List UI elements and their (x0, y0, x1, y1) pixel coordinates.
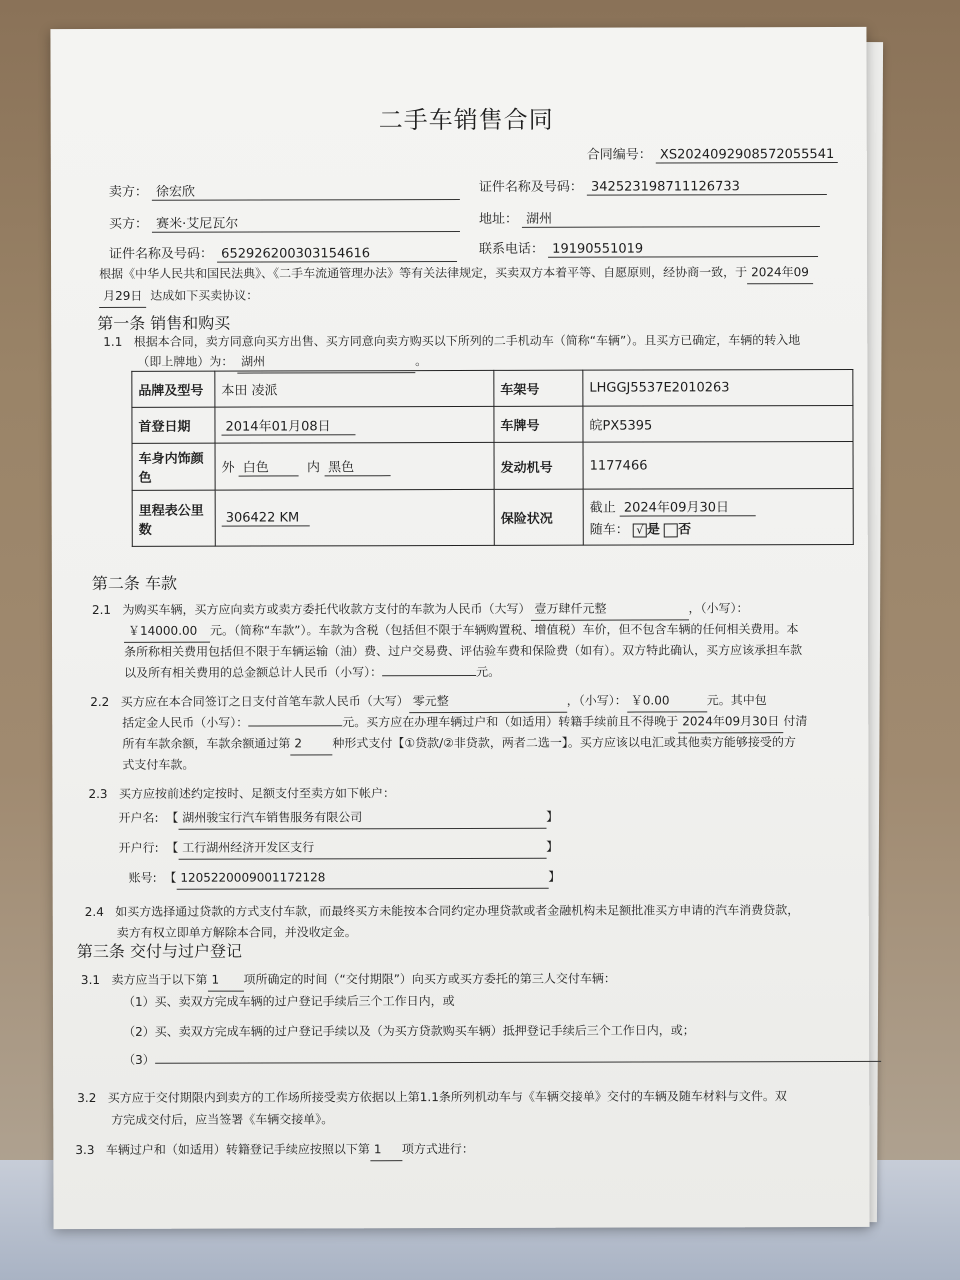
account-name: 湖州骏宝行汽车销售服务有限公司 (178, 806, 546, 830)
art2-p4-line2: 卖方有权立即单方解除本合同，并没收定金。 (116, 925, 357, 940)
insurance-until-label: 截止 (589, 500, 616, 516)
transfer-item: 1 (370, 1138, 402, 1161)
color-label: 车身内饰颜色 (132, 443, 215, 490)
seller-name: 徐宏欣 (152, 180, 460, 201)
reg-date-value: 2014年01月08日 (221, 415, 355, 435)
acct-name-label: 开户名: (118, 810, 159, 825)
no-label: 否 (678, 522, 692, 538)
p-num: 3.3 (75, 1142, 95, 1158)
deposit-blank (248, 711, 342, 726)
article-1-heading: 第一条 销售和购买 (97, 313, 231, 333)
vin-label: 车架号 (494, 370, 583, 406)
insurance-label: 保险状况 (494, 489, 583, 545)
address-label: 地址： (478, 211, 518, 227)
p-text: 元。（简称“车款”）。车款为含税（包括但不限于车辆购置税、增值税）车价，但不包含车辆的任何相关费用。本 (209, 622, 799, 638)
acct-bank-label: 开户行: (118, 840, 159, 855)
art3-p2-line1 (77, 1085, 787, 1109)
address: 湖州 (522, 207, 820, 228)
intro-line-1 (99, 261, 813, 286)
phone-row (479, 237, 818, 258)
account-no: 1205220009001172128 (176, 866, 548, 890)
option-3-label: （3） (123, 1052, 155, 1067)
article-2-heading: 第二条 车款 (91, 573, 178, 593)
p-text: 卖方应当于以下第 (111, 972, 208, 987)
account-bank: 工行湖州经济开发区支行 (178, 836, 546, 860)
p-text: 付清 (783, 714, 808, 729)
brand-label: 品牌及型号 (132, 371, 215, 407)
p-text: 以及所有相关费用的总金额总计人民币（小写）： (124, 665, 383, 680)
page-title: 二手车销售合同 (378, 105, 554, 135)
first-payment-upper: 零元整 (409, 690, 567, 713)
seller-id: 342523198711126733 (587, 179, 827, 196)
table-row (132, 488, 853, 546)
p-text: 买方应按前述约定按时、足额支付至卖方如下帐户： (118, 786, 396, 801)
art3-p2-line2: 方完成交付后，应当签署《车辆交接单》。 (111, 1112, 334, 1127)
payoff-date: 2024年09月30日 (678, 710, 783, 733)
buyer-id-label: 证件名称及号码： (109, 246, 214, 262)
with-car-row (590, 518, 847, 538)
art1-text2: （即上牌地）为： (137, 354, 234, 369)
seller-label: 卖方： (108, 184, 148, 200)
buyer-id: 652926200303154616 (217, 246, 457, 263)
art3-p1-line1 (81, 968, 616, 992)
p-text: 项所确定的时间（“交付期限”）向买方或买方委托的第三人交付车辆： (243, 971, 616, 987)
intro-text-2: 达成如下买卖协议： (150, 288, 259, 303)
engine-label: 发动机号 (494, 442, 583, 489)
price-lower: ￥14000.00 (124, 620, 210, 643)
plate-value: 皖PX5395 (583, 405, 853, 442)
buyer-id-row (109, 242, 457, 263)
p-text: 种形式支付【①贷款/②非贷款，两者二选一】。买方应该以电汇或其他卖方能够接受的方 (332, 735, 796, 751)
art2-p1-line4 (124, 661, 500, 684)
p-text: ，（小写）： (688, 601, 749, 616)
phone: 19190551019 (548, 241, 818, 258)
art2-p2-line4: 式支付车款。 (122, 757, 195, 772)
total-amount-blank (382, 661, 476, 676)
art1-text3: 。 (415, 354, 428, 369)
sign-date-day: 月29日 (99, 285, 146, 308)
art2-p3-line1 (88, 782, 395, 805)
account-no-row (129, 866, 561, 890)
p-text: 车辆过户和（如适用）转籍登记手续应按照以下第 (105, 1142, 370, 1157)
art1-p1-line1 (103, 329, 800, 353)
art2-p1-line3: 条所称相关费用包括但不限于车辆运输（油）费、过户交易费、评估验车费和保险费（如有）。双方特此确认，买方应该承担车款 (124, 643, 803, 659)
p-text: 元。买方应在办理车辆过户和（如适用）转籍手续前且不得晚于 (342, 714, 679, 730)
table-row (132, 441, 853, 490)
buyer-row (109, 212, 460, 233)
account-name-row (118, 806, 558, 830)
option-3-blank (155, 1047, 881, 1064)
insurance-until-row (590, 496, 847, 517)
yes-checkbox[interactable]: √ (633, 523, 647, 537)
acct-no-label: 账号: (128, 870, 157, 885)
p-num: 2.1 (91, 602, 112, 617)
mileage-cell (215, 489, 494, 546)
p-text: 元。其中包 (706, 693, 767, 708)
contract-no-label: 合同编号： (586, 147, 652, 163)
bracket: 【 (166, 810, 179, 825)
p-num: 2.3 (88, 786, 108, 801)
p-text: 括定金人民币（小写）： (122, 715, 249, 730)
seller-row (109, 180, 460, 201)
seller-id-row (479, 175, 827, 196)
table-row (132, 369, 853, 407)
vin-value: LHGGJ5537E2010263 (583, 369, 853, 406)
p-num: 3.2 (77, 1090, 97, 1106)
bracket: 【 (166, 840, 179, 855)
buyer-label: 买方： (108, 216, 148, 232)
bracket: 】 (546, 809, 559, 824)
seller-id-label: 证件名称及号码： (478, 179, 583, 195)
yes-label: 是 (646, 522, 660, 538)
art3-p3-line1 (75, 1138, 474, 1162)
insurance-cell (583, 488, 853, 545)
account-bank-row (119, 836, 559, 860)
art1-text1: 根据本合同，卖方同意向买方出售、买方同意向卖方购买以下所列的二手机动车（简称“车辆”）。且买方已确定，车辆的转入地 (133, 333, 801, 349)
phone-label: 联系电话： (478, 241, 545, 257)
inner-label: 内 (306, 460, 321, 476)
delivery-option-3 (123, 1047, 881, 1071)
p-num: 3.1 (80, 972, 101, 987)
mileage-value: 306422 KM (222, 510, 310, 526)
p-text: 买方应于交付期限内到卖方的工作场所接受卖方依据以上第1.1条所列机动车与《车辆交接单》交付的车辆及随车材料与文件。双 (107, 1089, 787, 1105)
p-num: 2.2 (90, 694, 110, 709)
p-text: 项方式进行： (401, 1141, 474, 1157)
art2-p2-line3 (122, 731, 796, 756)
insurance-until: 2024年09月30日 (620, 496, 756, 516)
bracket: 】 (548, 869, 561, 884)
outer-label: 外 (221, 460, 235, 476)
color-cell (215, 442, 494, 490)
price-upper: 壹万肆仟元整 (530, 597, 688, 620)
p-text: 如买方选择通过贷款的方式支付车款，而最终买方未能按本合同约定办理贷款或者金融机构未足额批准买方申请的汽车消费贷款， (115, 903, 800, 919)
reg-date-cell (215, 406, 494, 443)
contract-no-value: XS2024092908572055541 (656, 147, 838, 163)
art2-p4-line1 (85, 899, 800, 923)
p-text: ，（小写）： (566, 693, 627, 708)
with-car-label: 随车： (589, 522, 629, 538)
brand-value: 本田 凌派 (215, 370, 494, 407)
delivery-item: 1 (207, 969, 243, 992)
p-text: 买方应在本合同签订之日支付首笔车款人民币（大写） (120, 694, 409, 709)
p-num: 2.4 (84, 904, 104, 919)
inner-color: 黑色 (324, 456, 390, 476)
bracket: 】 (546, 839, 559, 854)
reg-date-label: 首登日期 (132, 407, 215, 443)
plate-label: 车牌号 (494, 406, 583, 442)
first-payment-lower: ￥0.00 (627, 689, 707, 712)
transfer-place: 湖州 (237, 350, 415, 373)
sign-date-year-month: 2024年09 (747, 261, 813, 284)
address-row (479, 207, 820, 228)
art1-num: 1.1 (103, 334, 123, 349)
contract-number (587, 143, 839, 164)
delivery-option-2: （2）买、卖双方完成车辆的过户登记手续以及（为买方贷款购买车辆）抵押登记手续后三个工作日内，或； (123, 1023, 695, 1039)
table-row (132, 405, 853, 443)
article-3-heading: 第三条 交付与过户登记 (76, 941, 242, 962)
outer-color: 白色 (239, 456, 299, 476)
intro-text: 根据《中华人民共和国民法典》、《二手车流通管理办法》等有关法律规定，买卖双方本着平等、自愿原则，经协商一致，于 (99, 265, 748, 281)
engine-value: 1177466 (583, 441, 853, 489)
vehicle-info-table (131, 369, 853, 547)
delivery-option-1: （1）买、卖双方完成车辆的过户登记手续后三个工作日内，或 (122, 994, 455, 1009)
p-text: 所有车款余额，车款余额通过第 (122, 736, 291, 751)
no-checkbox[interactable] (664, 523, 678, 537)
mileage-label: 里程表公里数 (132, 490, 215, 546)
bracket: 【 (164, 870, 177, 885)
p-text: 元。 (476, 664, 501, 679)
p-text: 为购买车辆，买方应向卖方或卖方委托代收款方支付的车款为人民币（大写） (122, 601, 531, 617)
intro-line-2 (99, 285, 258, 308)
contract-page (50, 27, 869, 1229)
buyer-name: 赛米·艾尼瓦尔 (152, 212, 460, 233)
payment-method: 2 (290, 732, 332, 755)
